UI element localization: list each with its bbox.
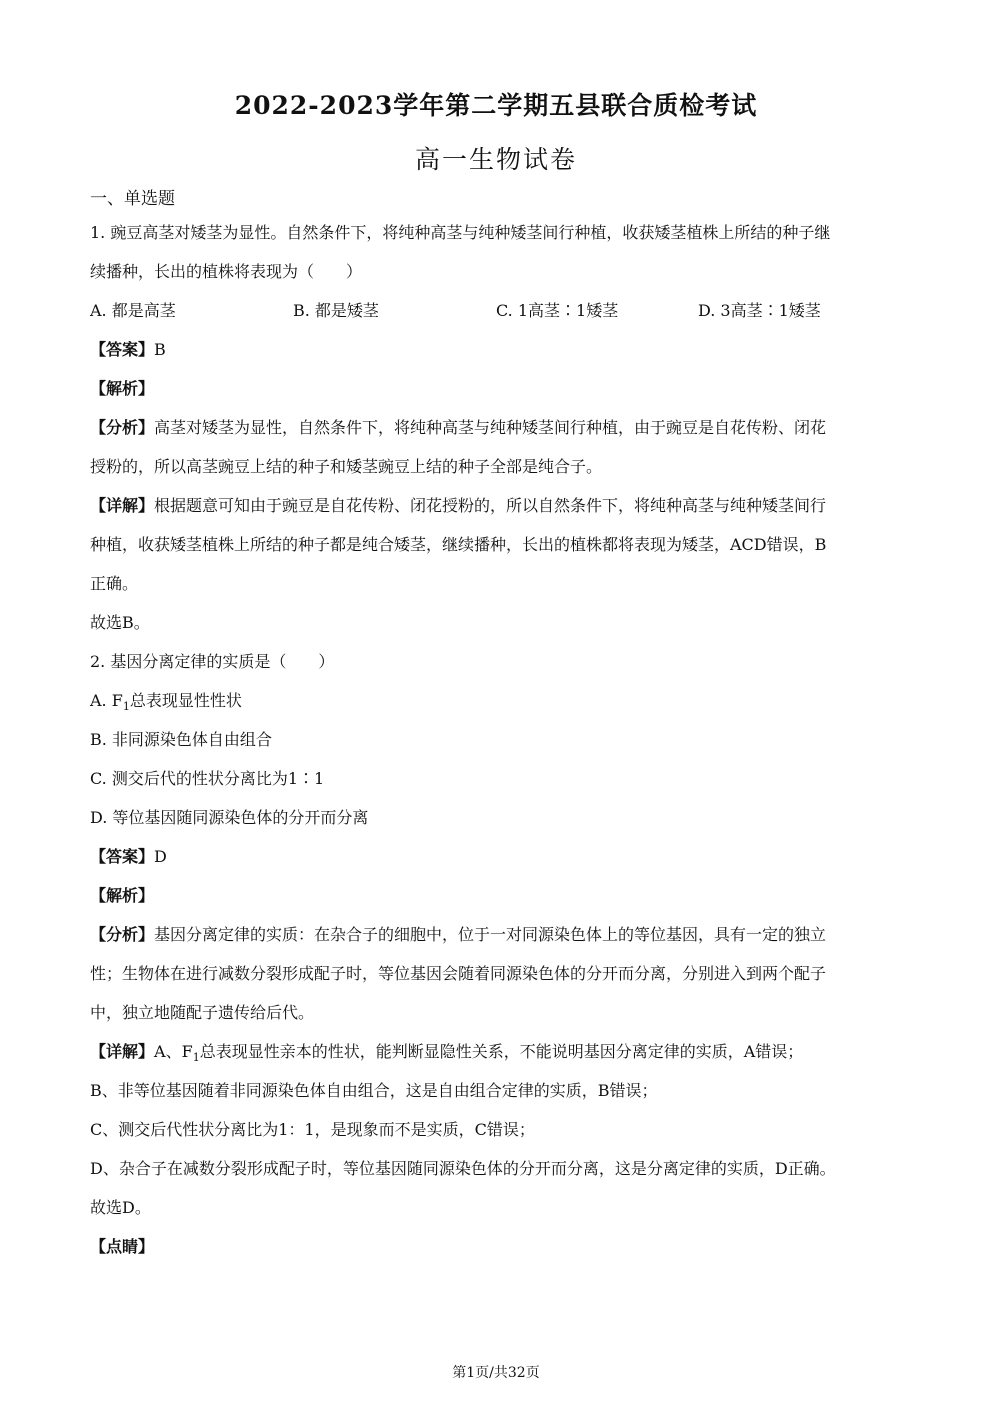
xiangjie-a-text: 总表现显性亲本的性状，能判断显隐性关系，不能说明基因分离定律的实质，A错误； <box>199 1042 804 1061</box>
q1-option-d: D. 3高茎∶1矮茎 <box>698 301 821 320</box>
q1-xiangjie-line2: 种植，收获矮茎植株上所结的种子都是纯合矮茎，继续播种，长出的植株都将表现为矮茎，ACD错误，B <box>90 535 827 554</box>
subscript: 1 <box>122 700 130 714</box>
q1-option-a: A. 都是高茎 <box>90 301 176 320</box>
xiangjie-tag: 【详解】 <box>90 1042 155 1061</box>
q2-answer <box>90 844 167 867</box>
q2-analysis-tag: 【解析】 <box>90 886 155 905</box>
section-heading: 一、单选题 <box>90 189 175 209</box>
q1-fenxi-line2: 授粉的，所以高茎豌豆上结的种子和矮茎豌豆上结的种子全部是纯合子。 <box>90 457 603 476</box>
subscript: 1 <box>192 1051 200 1065</box>
page-footer: 第1页/共32页 <box>452 1365 540 1381</box>
q2-option-c: C. 测交后代的性状分离比为1∶1 <box>90 769 325 788</box>
q2-dianjing-tag: 【点睛】 <box>90 1237 155 1256</box>
q2-stem: 2. 基因分离定律的实质是（ ） <box>90 652 335 671</box>
q2-xiangjie-b: B、非等位基因随着非同源染色体自由组合，这是自由组合定律的实质，B错误； <box>90 1081 658 1100</box>
q2-fenxi-line2: 性；生物体在进行减数分裂形成配子时，等位基因会随着同源染色体的分开而分离，分别进入到两个配子 <box>90 964 827 983</box>
q2-xiangjie-d: D、杂合子在减数分裂形成配子时，等位基因随同源染色体的分开而分离，这是分离定律的实质，D正确。 <box>90 1159 836 1178</box>
xiangjie-a-prefix: A、F <box>154 1042 193 1061</box>
q1-conclusion: 故选B。 <box>90 613 150 632</box>
q1-option-b: B. 都是矮茎 <box>293 301 379 320</box>
q1-stem-line1: 1. 豌豆高茎对矮茎为显性。自然条件下，将纯种高茎与纯种矮茎间行种植，收获矮茎植株上所结的种子继 <box>90 223 831 242</box>
xiangjie-text: 根据题意可知由于豌豆是自花传粉、闭花授粉的，所以自然条件下，将纯种高茎与纯种矮茎间行 <box>154 496 827 515</box>
q1-options <box>90 298 910 318</box>
fenxi-tag: 【分析】 <box>90 925 155 944</box>
option-a-text: 总表现显性性状 <box>129 691 242 710</box>
q2-conclusion: 故选D。 <box>90 1198 151 1217</box>
answer-tag: 【答案】 <box>90 340 155 359</box>
q1-analysis-tag: 【解析】 <box>90 379 155 398</box>
q1-fenxi-line1 <box>90 415 826 438</box>
fenxi-text: 高茎对矮茎为显性，自然条件下，将纯种高茎与纯种矮茎间行种植，由于豌豆是自花传粉、闭花 <box>154 418 827 437</box>
answer-tag: 【答案】 <box>90 847 155 866</box>
q1-xiangjie-line3: 正确。 <box>90 574 139 593</box>
option-a-prefix: A. F <box>90 691 123 710</box>
q2-xiangjie-c: C、测交后代性状分离比为1：1，是现象而不是实质，C错误； <box>90 1120 535 1139</box>
q1-stem-line2: 续播种，长出的植株将表现为（ ） <box>90 262 363 281</box>
exam-subtitle: 高一生物试卷 <box>414 145 577 174</box>
q2-option-d: D. 等位基因随同源染色体的分开而分离 <box>90 808 369 827</box>
exam-title: 2022-2023学年第二学期五县联合质检考试 <box>234 91 758 120</box>
answer-value: D <box>154 847 167 866</box>
q2-xiangjie-a <box>90 1039 803 1064</box>
q2-option-a <box>90 688 242 713</box>
q1-answer <box>90 337 166 360</box>
q2-fenxi-line3: 中，独立地随配子遗传给后代。 <box>90 1003 315 1022</box>
answer-value: B <box>154 340 166 359</box>
q1-xiangjie-line1 <box>90 493 826 516</box>
fenxi-text: 基因分离定律的实质：在杂合子的细胞中，位于一对同源染色体上的等位基因，具有一定的独立 <box>154 925 827 944</box>
q1-option-c: C. 1高茎∶1矮茎 <box>496 301 619 320</box>
q2-option-b: B. 非同源染色体自由组合 <box>90 730 272 749</box>
xiangjie-tag: 【详解】 <box>90 496 155 515</box>
q2-fenxi-line1 <box>90 922 826 945</box>
fenxi-tag: 【分析】 <box>90 418 155 437</box>
